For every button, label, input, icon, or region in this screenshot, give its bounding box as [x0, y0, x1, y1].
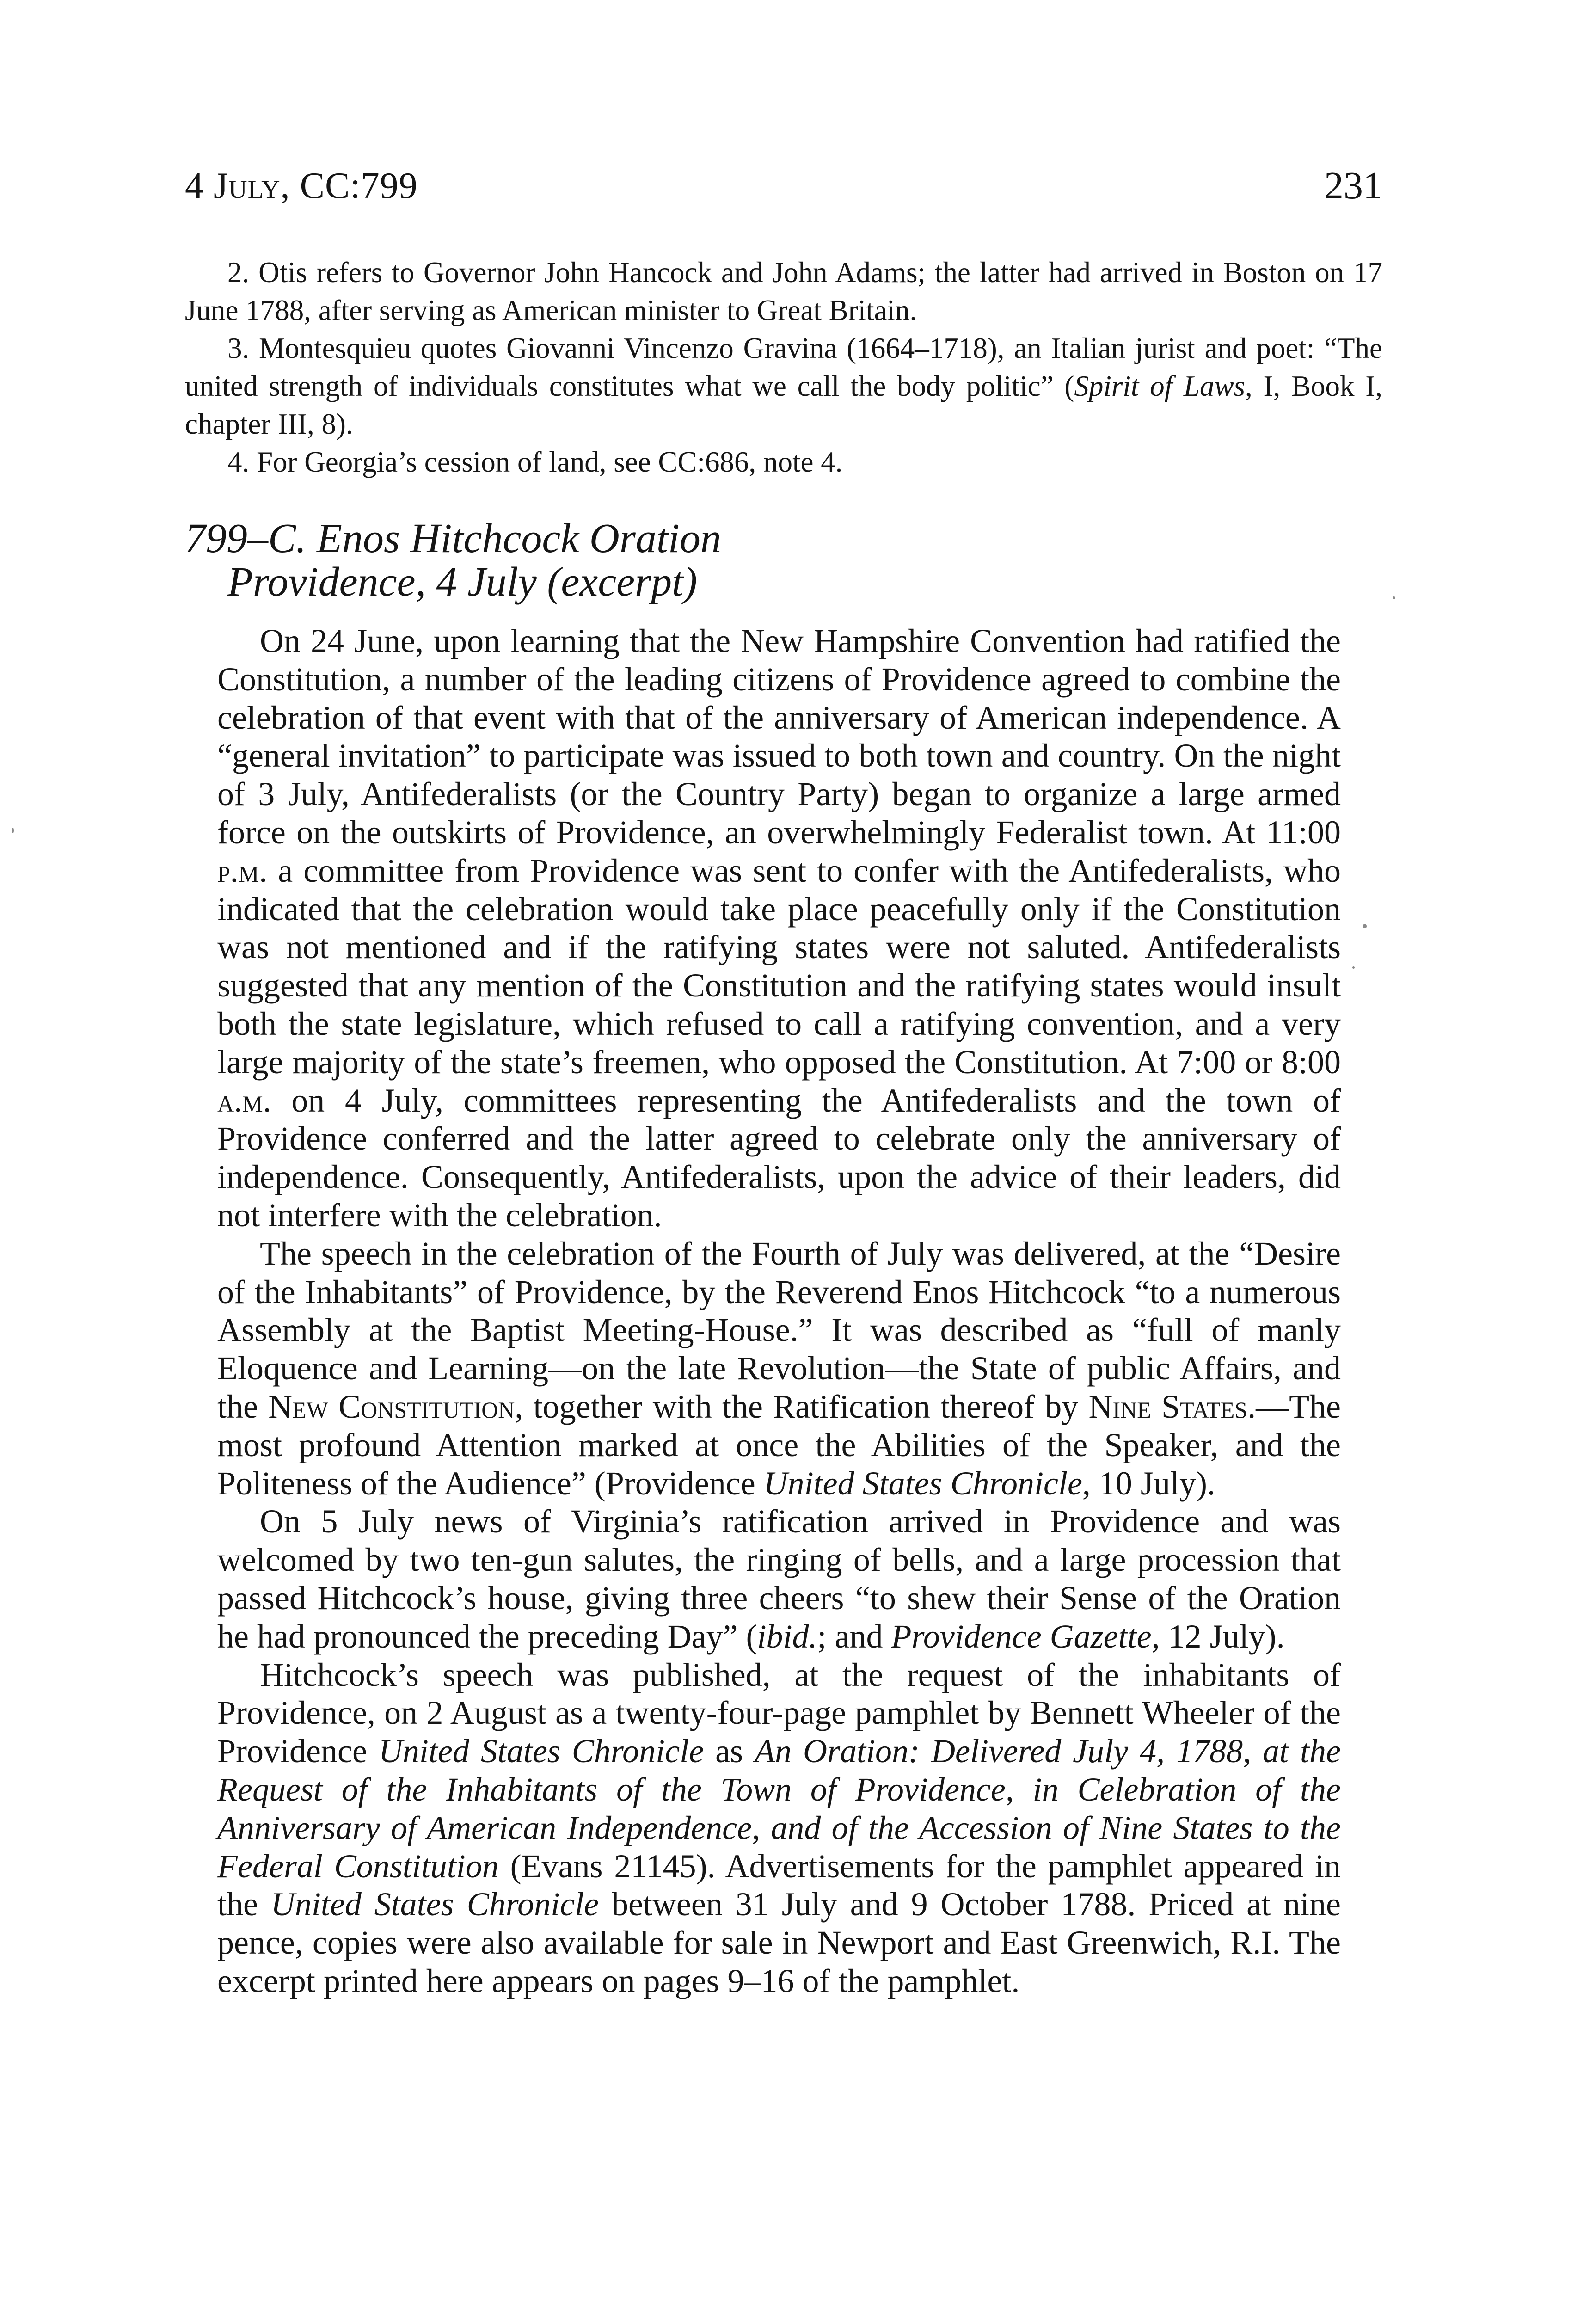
italic-ibid: ibid. [757, 1617, 817, 1655]
italic-newspaper-title: United States Chronicle [378, 1733, 704, 1770]
paragraph-3 [217, 1502, 1341, 1655]
scan-speck [1352, 966, 1355, 969]
italic-pamphlet-title: An Oration: Delivered July 4, 1788, at the Request of the Inhabitants of the Town of Providence, in Celebration of the Anniversary of American Independence, and of the Accession of Nine States to the Federal Constitution [217, 1733, 1341, 1885]
page-header [185, 163, 1382, 214]
paragraph-4-text-d: between 31 July and 9 October 1788. Priced at nine pence, copies were also available for sale in Newport and East Greenwich, R.I. The excerpt printed here appears on pages 9–16 of the pamphlet. [217, 1886, 1341, 1999]
running-head-month: July [214, 166, 281, 206]
footnotes [185, 253, 1382, 481]
running-head [185, 163, 418, 209]
note-3-text-a: 3. Montesquieu quotes Giovanni Vincenzo Gravina (1664–1718), an Italian jurist and poet: “The united strength of individuals constitutes what we call the body politic” ( [185, 332, 1382, 402]
paragraph-1-text-a: On 24 June, upon learning that the New Hampshire Convention had ratified the Constitution, a number of the leading citizens of Providence agreed to combine the celebration of that event with that of the anniversary of American independence. A “general invitation” to participate was issued to both town and country. On the night of 3 July, Antifederalists (or the Country Party) began to organize a large armed force on the outskirts of Providence, an overwhelmingly Federalist town. At 11:00 [217, 622, 1341, 851]
italic-newspaper-title: United States Chronicle [270, 1886, 599, 1923]
note-3 [185, 329, 1382, 443]
small-caps-nine-states: Nine States [1088, 1388, 1248, 1425]
time-am: a.m. [217, 1082, 271, 1119]
note-3-text-b: , I, Book I, chapter III, 8). [185, 370, 1383, 440]
note-3-title: Spirit of Laws [1074, 370, 1246, 402]
running-head-reference: , CC:799 [280, 166, 418, 206]
paragraph-1-text-c: on 4 July, committees representing the Antifederalists and the town of Providence conferred and the latter agreed to celebrate only the anniversary of independence. Consequently, Antifederalists, upon the advice of their leaders, did not interfere with the celebration. [217, 1082, 1341, 1234]
scan-speck [12, 828, 14, 833]
paragraph-3-text-c: , 12 July). [1151, 1617, 1285, 1655]
paragraph-2-text-d: , 10 July). [1082, 1464, 1215, 1502]
paragraph-4-text-a: Hitchcock’s speech was published, at the request of the inhabitants of Providence, on 2 August as a twenty-four-page pamphlet by Bennett Wheeler of the Providence [217, 1656, 1341, 1770]
italic-gazette-title: Providence Gazette [891, 1617, 1152, 1655]
paragraph-3-text-b: ; and [817, 1617, 891, 1655]
italic-newspaper-title: United States Chronicle [763, 1464, 1082, 1502]
paragraph-1 [217, 622, 1341, 1235]
paragraph-2-text-b: , together with the Ratification thereof by [515, 1388, 1089, 1425]
headnote-body [217, 622, 1341, 2000]
paragraph-1-text-b: a committee from Providence was sent to confer with the Antifederalists, who indicated that the celebration would take place peacefully only if the Constitution was not mentioned and if the ratifying states were not saluted. Antifederalists suggested that any mention of the Constitution and the ratifying states would insult both the state legislature, which refused to call a ratifying convention, and a very large majority of the state’s freemen, who opposed the Constitution. At 7:00 or 8:00 [217, 852, 1341, 1081]
scan-speck [1363, 924, 1367, 928]
small-caps-new-constitution: New Constitution [268, 1388, 515, 1425]
document-heading [185, 517, 1382, 604]
note-2: 2. Otis refers to Governor John Hancock and John Adams; the latter had arrived in Boston on 17 June 1788, after serving as American minister to Great Britain. [185, 256, 1382, 326]
paragraph-2-text-c: .—The most profound Attention marked at once the Abilities of the Speaker, and the Politeness of the Audience” (Providence [217, 1388, 1341, 1502]
paragraph-4 [217, 1656, 1341, 2000]
paragraph-4-text-b: as [704, 1733, 755, 1770]
heading-subtitle: Providence, 4 July (excerpt) [227, 559, 698, 605]
paragraph-3-text-a: On 5 July news of Virginia’s ratification arrived in Providence and was welcomed by two ten-gun salutes, the ringing of bells, and a large procession that passed Hitchcock’s house, giving three cheers “to shew their Sense of the Oration he had pronounced the preceding Day” ( [217, 1503, 1341, 1655]
paragraph-2 [217, 1235, 1341, 1503]
scan-speck [1393, 596, 1395, 599]
note-4: 4. For Georgia’s cession of land, see CC:686, note 4. [227, 446, 843, 478]
time-pm: p.m. [217, 852, 268, 889]
paragraph-2-text-a: The speech in the celebration of the Fourth of July was delivered, at the “Desire of the Inhabitants” of Providence, by the Reverend Enos Hitchcock “to a numerous Assembly at the Baptist Meeting-House.” It was described as “full of manly Eloquence and Learning—on the late Revolution—the State of public Affairs, and the [217, 1235, 1341, 1425]
running-head-number: 4 [185, 166, 204, 206]
paragraph-4-text-c: (Evans 21145). Advertisements for the pamphlet appeared in the [217, 1847, 1341, 1923]
heading-title: 799–C. Enos Hitchcock Oration [185, 516, 721, 561]
page-number: 231 [1324, 164, 1382, 207]
